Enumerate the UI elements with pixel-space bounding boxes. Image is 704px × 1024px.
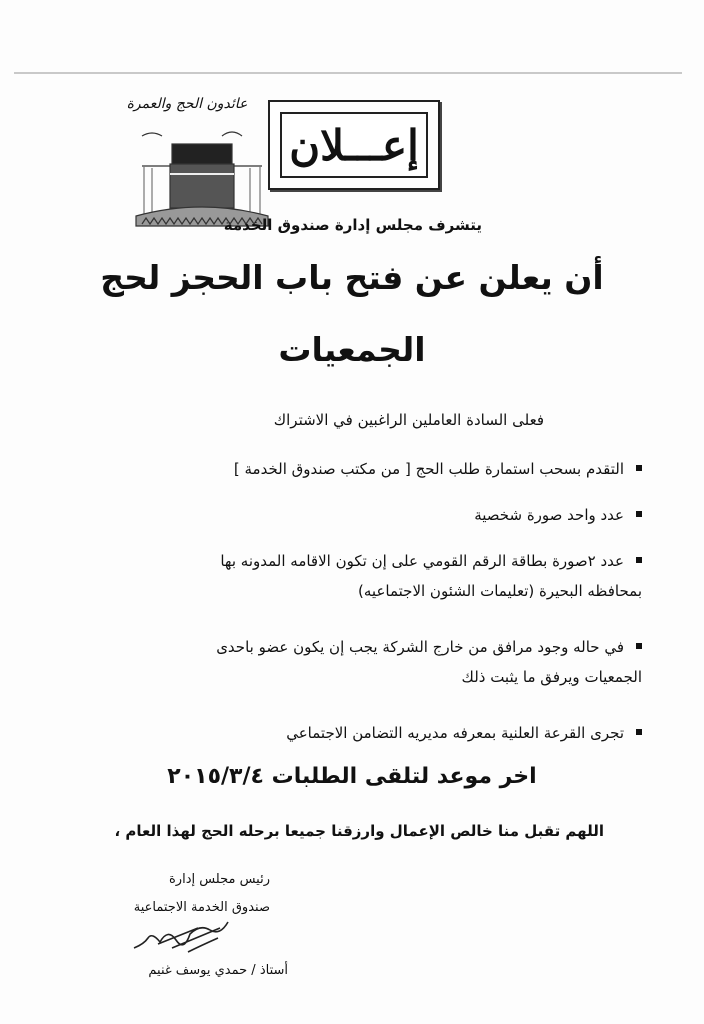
list-item-line-1: التقدم بسحب استمارة طلب الحج [ من مكتب صندوق الخدمة ] [233, 460, 624, 478]
scan-border-line [14, 72, 682, 74]
headline-line-2: الجمعيات [278, 330, 426, 369]
bullet-square-icon [636, 729, 642, 735]
announcement-title: إعـــلان [280, 112, 428, 178]
list-item-line-1: في حاله وجود مرافق من خارج الشركة يجب إن يكون عضو باحدى [216, 638, 624, 656]
list-item-line-1: عدد ٢صورة بطاقة الرقم القومي على إن تكون الاقامه المدونه بها [220, 552, 624, 570]
list-item [64, 632, 642, 692]
list-item [64, 500, 624, 530]
signatory-name: أستاذ / حمدي يوسف غنيم [148, 963, 288, 978]
list-item [64, 718, 624, 748]
list-item-line-1: عدد واحد صورة شخصية [474, 506, 624, 524]
signature-organization: صندوق الخدمة الاجتماعية [133, 900, 270, 915]
signature-title: رئيس مجلس إدارة [169, 872, 270, 887]
deadline-text: اخر موعد لتلقى الطلبات ٢٠١٥/٣/٤ [167, 764, 537, 789]
list-item-line-2: الجمعيات ويرفق ما يثبت ذلك [461, 668, 642, 686]
bullet-square-icon [636, 511, 642, 517]
headline-line-1: أن يعلن عن فتح باب الحجز لحج [100, 258, 604, 297]
logo-caption: عائدون الحج والعمرة [126, 96, 248, 112]
subtitle: فعلى السادة العاملين الراغبين في الاشتراك [273, 411, 544, 429]
bullet-square-icon [636, 643, 642, 649]
list-item [64, 546, 642, 606]
list-item [64, 454, 624, 484]
prayer-text: اللهم تقبل منا خالص الإعمال وارزقنا جميعا برحله الحج لهذا العام ، [114, 822, 604, 840]
list-item-line-2: بمحافظه البحيرة (تعليمات الشئون الاجتماعيه) [358, 582, 642, 600]
announcement-frame [268, 100, 440, 190]
intro-text: يتشرف مجلس إدارة صندوق الخدمة [223, 216, 482, 234]
bullet-square-icon [636, 557, 642, 563]
bullet-square-icon [636, 465, 642, 471]
list-item-line-1: تجرى القرعة العلنية بمعرفه مديريه التضامن الاجتماعي [286, 724, 624, 742]
handwritten-signature [128, 918, 238, 958]
